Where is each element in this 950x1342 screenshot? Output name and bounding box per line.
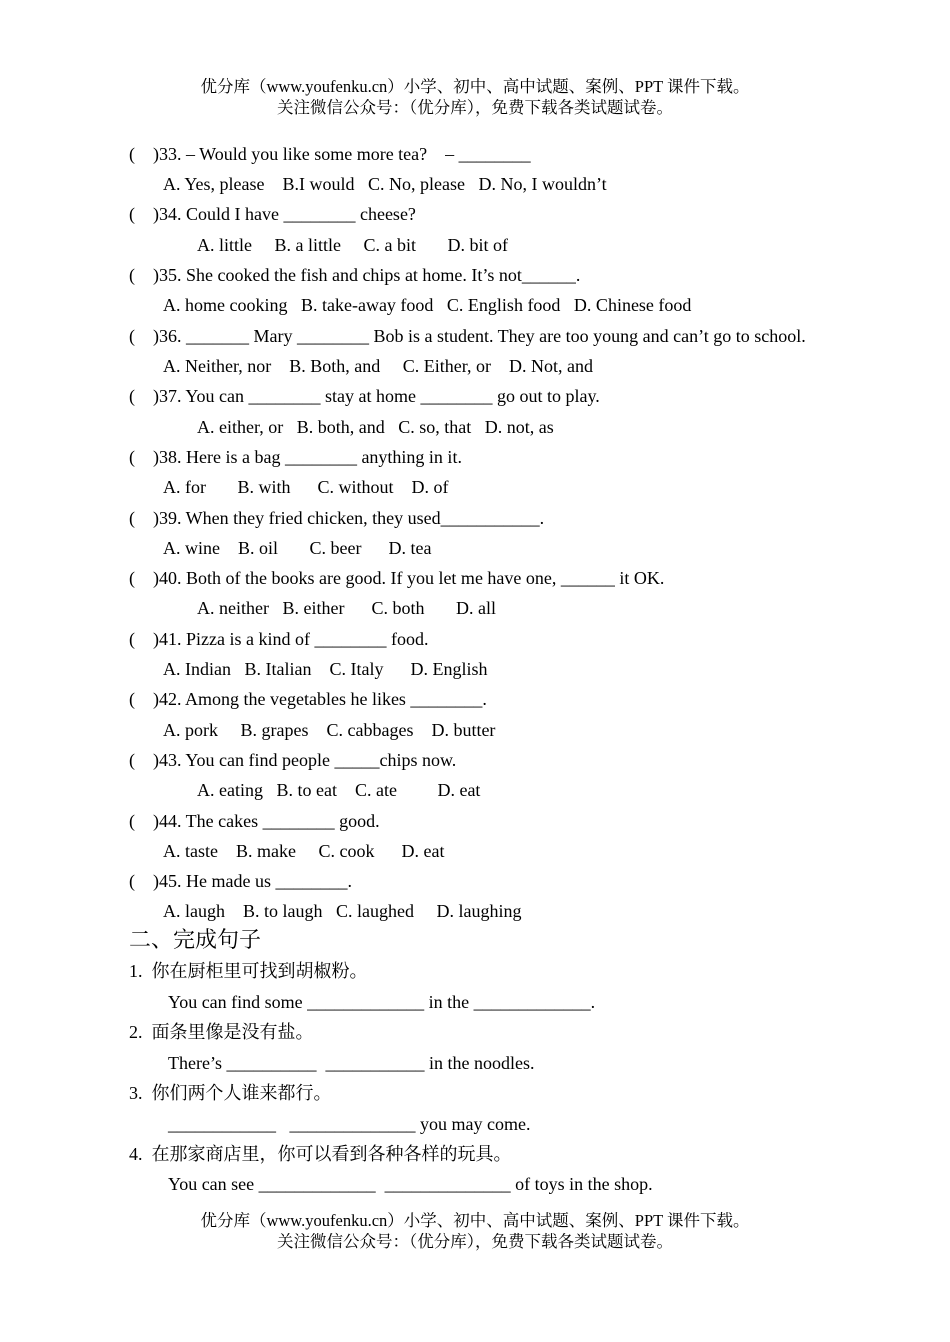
sentence-1-english: You can find some _____________ in the _____________. <box>168 992 596 1012</box>
question-37-options: A. either, or B. both, and C. so, that D. not, as <box>197 417 554 437</box>
question-40-options: A. neither B. either C. both D. all <box>197 598 496 618</box>
question-40: ( )40. Both of the books are good. If you let me have one, ______ it OK. <box>129 568 665 588</box>
question-38: ( )38. Here is a bag ________ anything in it. <box>129 447 462 467</box>
sentence-1-chinese: 1. 你在厨柜里可找到胡椒粉。 <box>129 961 368 981</box>
question-33-options: A. Yes, please B.I would C. No, please D. No, I wouldn’t <box>163 174 607 194</box>
question-43: ( )43. You can find people _____chips now. <box>129 750 457 770</box>
question-34-options: A. little B. a little C. a bit D. bit of <box>197 235 508 255</box>
question-41-options: A. Indian B. Italian C. Italy D. English <box>163 659 488 679</box>
question-43-options: A. eating B. to eat C. ate D. eat <box>197 780 481 800</box>
sentence-3-english: ____________ ______________ you may come. <box>168 1114 531 1134</box>
question-33: ( )33. – Would you like some more tea? – ________ <box>129 144 531 164</box>
sentence-2-english: There’s __________ ___________ in the noodles. <box>168 1053 535 1073</box>
question-35-options: A. home cooking B. take-away food C. English food D. Chinese food <box>163 295 692 315</box>
sentence-3-chinese: 3. 你们两个人谁来都行。 <box>129 1083 332 1103</box>
question-44: ( )44. The cakes ________ good. <box>129 811 380 831</box>
page-footer-line1: 优分库（www.youfenku.cn）小学、初中、高中试题、案例、PPT 课件下载。 <box>200 1211 750 1230</box>
question-45: ( )45. He made us ________. <box>129 871 352 891</box>
question-36-options: A. Neither, nor B. Both, and C. Either, or D. Not, and <box>163 356 593 376</box>
sentence-2-chinese: 2. 面条里像是没有盐。 <box>129 1022 314 1042</box>
question-34: ( )34. Could I have ________ cheese? <box>129 204 416 224</box>
question-36: ( )36. _______ Mary ________ Bob is a student. They are too young and can’t go to school. <box>129 326 806 346</box>
page-header-line1: 优分库（www.youfenku.cn）小学、初中、高中试题、案例、PPT 课件下载。 <box>200 77 750 96</box>
question-39-options: A. wine B. oil C. beer D. tea <box>163 538 432 558</box>
question-37: ( )37. You can ________ stay at home ________ go out to play. <box>129 386 600 406</box>
question-38-options: A. for B. with C. without D. of <box>163 477 449 497</box>
page-footer-line2: 关注微信公众号：（优分库），免费下载各类试题试卷。 <box>277 1232 673 1251</box>
sentence-4-chinese: 4. 在那家商店里，你可以看到各种各样的玩具。 <box>129 1144 512 1164</box>
question-42: ( )42. Among the vegetables he likes ________. <box>129 689 487 709</box>
question-45-options: A. laugh B. to laugh C. laughed D. laughing <box>163 901 522 921</box>
question-42-options: A. pork B. grapes C. cabbages D. butter <box>163 720 496 740</box>
sentence-4-english: You can see _____________ ______________ of toys in the shop. <box>168 1174 653 1194</box>
page-header-line2: 关注微信公众号：（优分库），免费下载各类试题试卷。 <box>277 98 673 117</box>
question-44-options: A. taste B. make C. cook D. eat <box>163 841 445 861</box>
section-2-title: 二、完成句子 <box>129 927 262 952</box>
question-41: ( )41. Pizza is a kind of ________ food. <box>129 629 429 649</box>
question-35: ( )35. She cooked the fish and chips at home. It’s not______. <box>129 265 581 285</box>
question-39: ( )39. When they fried chicken, they used___________. <box>129 508 545 528</box>
